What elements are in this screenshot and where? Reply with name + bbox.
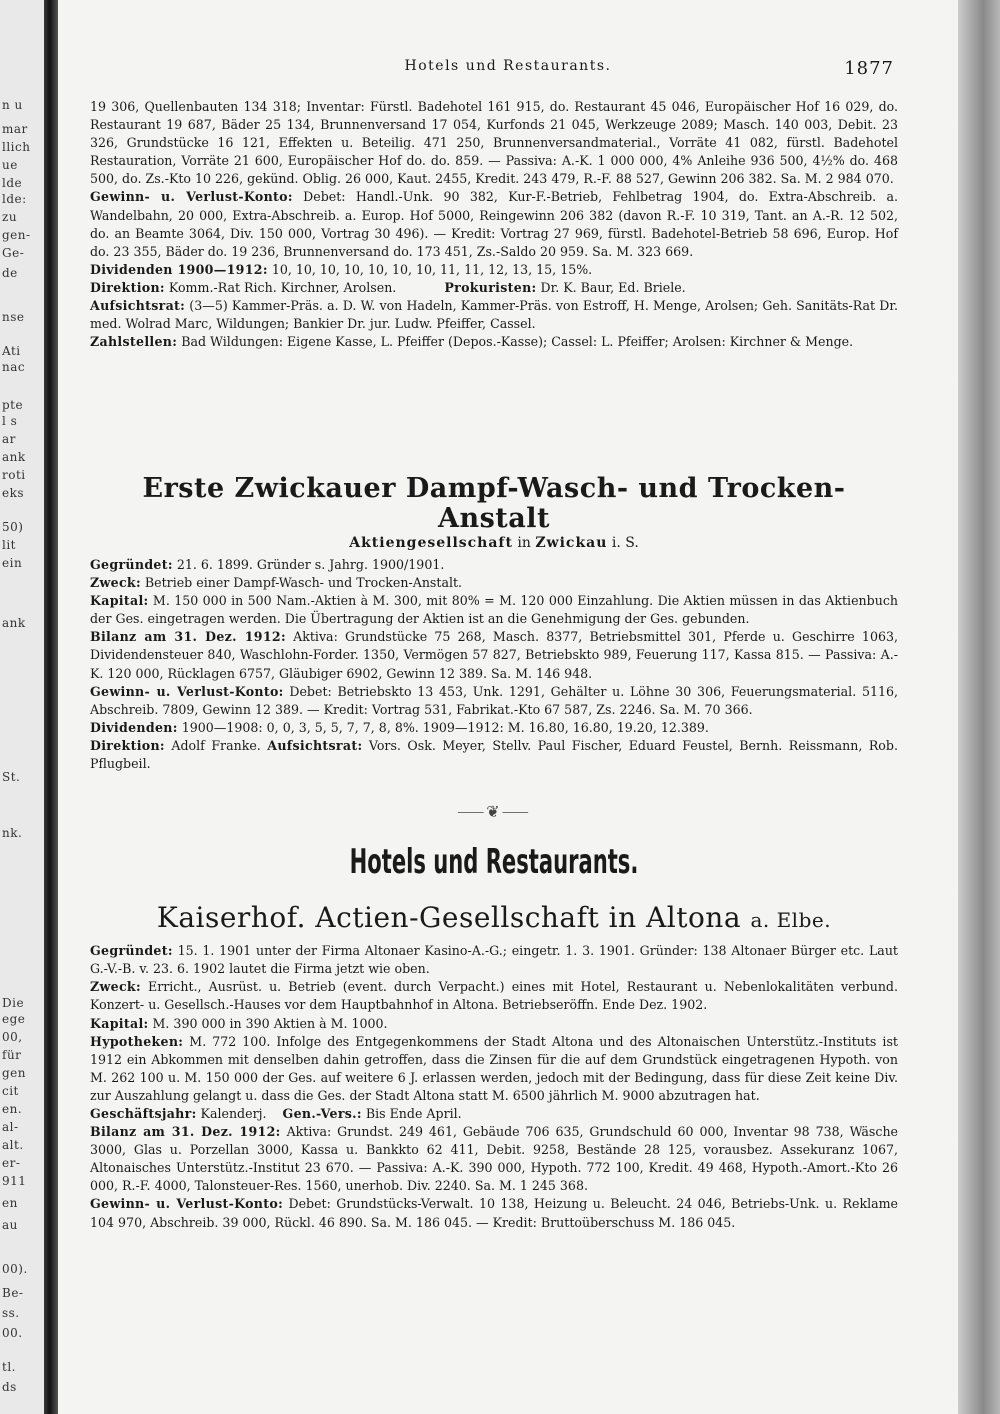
founded-paragraph [90,556,898,574]
label: Hypotheken: [90,1033,184,1049]
section-title: Hotels und Restaurants. [349,842,639,883]
left-page-fragment: ank [2,450,26,464]
supervisory-paragraph [90,297,898,333]
left-page-fragment: en. [2,1102,23,1116]
subtitle-bold: Aktiengesellschaft [349,535,513,551]
left-page-fragment: mar [2,122,28,136]
profit-loss-paragraph [90,683,898,719]
label: Gewinn- u. Verlust-Konto: [90,683,284,699]
label: Kapital: [90,1015,149,1031]
capital-paragraph [90,592,898,628]
left-page-fragment: für [2,1048,22,1062]
left-page-fragment: 00). [2,1262,28,1276]
text: 15. 1. 1901 unter der Firma Altonaer Kasino-A.-G.; eingetr. 1. 3. 1901. Gründer: 138 Altonaer Bürger etc. Laut G.-V.-B. v. 23. 6. 1902 lautet die Firma jetzt wie oben. [90,943,898,977]
left-page-fragment: ank [2,616,26,630]
text: Erricht., Ausrüst. u. Betrieb (event. durch Verpacht.) eines mit Hotel, Restaurant u. Nebenlokalitäten verbund. Konzert- u. Gesellsch.-Hauses vor dem Hauptbahnhof in Altona. Betriebseröffn. Ende Dez. 1902. [90,979,898,1013]
document-page [58,0,958,1414]
left-page-fragment: gen- [2,228,31,242]
left-page-fragment: 50) [2,520,24,534]
left-page-fragment: al- [2,1120,19,1134]
header-title: Hotels und Restaurants. [404,58,612,74]
label: Aufsichtsrat: [267,737,363,753]
dividends-paragraph [90,719,898,737]
label: Dividenden 1900—1912: [90,261,268,277]
left-page-fragment: nac [2,360,26,374]
board-paragraph [90,737,898,773]
subtitle-in: in [517,535,531,551]
prev-entry [90,98,898,351]
label: Bilanz am 31. Dez. 1912: [90,1124,281,1140]
left-page-fragment: au [2,1218,18,1232]
company-title [90,902,898,936]
text: Aktiva: Grundstücke 75 268, Masch. 8377, Betriebsmittel 301, Pferde u. Geschirre 1063, Dividendensteuer 840, Waschlohn-Forder. 1350, Vermögen 57 827, Betriebskto 989, Feuerung 117, Kassa 815. — Passiva: A.-K. 120 000, Rücklagen 6757, Gläubiger 6902, Gewinn 12 389. Sa. M. 146 948. [90,629,898,681]
left-page-fragment: 00. [2,1326,23,1340]
title-main: Kaiserhof. Actien-Gesellschaft in Altona [156,901,742,935]
left-page-fragment: nse [2,310,25,324]
text: Kalenderj. [200,1105,267,1121]
label: Prokuristen: [444,279,537,295]
text: (3—5) Kammer-Präs. a. D. W. von Hadeln, Kammer-Präs. von Estroff, H. Menge, Arolsen; Geh. Sanitäts-Rat Dr. med. Wolrad Marc, Wildungen; Bankier Dr. jur. Ludw. Pfeiffer, Cassel. [90,298,898,332]
ornament-divider: ⸺❦⸺ [457,802,531,822]
company-subtitle [90,534,898,552]
left-page-fragment: nk. [2,826,23,840]
zwickau-entry [90,474,898,1232]
text: Vors. Osk. Meyer, Stellv. Paul Fischer, Eduard Feustel, Bernh. Reissmann, Rob. Pflugbeil. [90,737,898,772]
left-page-fragment: n u [2,98,23,112]
left-page-fragment: tl. [2,1360,16,1374]
purpose-paragraph [90,978,898,1014]
label: Direktion: [90,737,165,753]
label: Bilanz am 31. Dez. 1912: [90,629,286,645]
purpose-paragraph [90,574,898,592]
left-page-fragment: ein [2,556,23,570]
label: Zweck: [90,575,141,591]
label: Gewinn- u. Verlust-Konto: [90,1196,284,1212]
label: Gegründet: [90,943,173,959]
profit-loss-paragraph [90,188,898,260]
text: 1900—1908: 0, 0, 3, 5, 5, 7, 7, 8, 8%. 1909—1912: M. 16.80, 16.80, 19.20, 12.389. [181,719,709,735]
capital-paragraph [90,1015,898,1033]
left-page-fragment: roti [2,468,26,482]
left-page-fragment: ss. [2,1306,20,1320]
label: Geschäftsjahr: [90,1105,197,1121]
label: Gegründet: [90,557,173,572]
left-page-fragment: Ati [2,344,21,358]
left-page-fragment: Die [2,996,25,1010]
left-page-fragment: ar [2,432,16,446]
text: 21. 6. 1899. Gründer s. Jahrg. 1900/1901. [176,557,445,572]
mortgages-paragraph [90,1033,898,1105]
book-gutter [44,0,58,1414]
board-paragraph [90,279,898,297]
dividends-paragraph [90,261,898,279]
text: Adolf Franke. [171,737,261,753]
left-page-fragment: er- [2,1156,21,1170]
left-page-fragment: lit [2,538,16,552]
company-title: Erste Zwickauer Dampf-Wasch- und Trocken-Anstalt [142,473,846,534]
title-suffix: a. Elbe. [750,908,832,933]
label: Direktion: [90,279,165,295]
left-page-fragment: gen [2,1066,27,1080]
text: M. 772 100. Infolge des Entgegenkommens der Stadt Altona und des Altonaischen Unterstütz.-Instituts ist 1912 ein Abkommen mit denselben dahin getroffen, dass die Zinsen für die auf dem Grundstück eingetragenen Hypoth. von M. 262 100 u. M. 150 000 der Ges. auf weitere 6 J. erlassen werden, jedoch mit der Bedingung, dass für diese Zeit keine Div. zur Auszahlung gelangt u. dass die Ges. der Stadt Altona statt M. 6500 jährlich M. 9000 abzutragen hat. [90,1033,898,1103]
text: 10, 10, 10, 10, 10, 10, 10, 11, 11, 12, 13, 15, 15%. [271,261,593,277]
left-page-fragment: ege [2,1012,26,1026]
subtitle-suffix: i. S. [611,535,639,551]
left-page-fragment: cit [2,1084,19,1098]
left-page-fragment: ds [2,1380,17,1394]
fiscal-year-paragraph [90,1105,898,1123]
label: Kapital: [90,593,149,609]
left-page-fragment: lde: [2,192,27,206]
text: Debet: Grundstücks-Verwalt. 10 138, Heizung u. Beleucht. 24 046, Betriebs-Unk. u. Reklame 104 970, Abschreib. 39 000, Rückl. 46 890. Sa. M. 186 045. — Kredit: Bruttoüberschuss M. 186 045. [90,1196,899,1230]
left-page-fragment: pte [2,398,24,412]
subtitle-city: Zwickau [535,535,608,551]
label: Zweck: [90,979,141,995]
left-page-fragment: 00, [2,1030,23,1044]
text: Betrieb einer Dampf-Wasch- und Trocken-Anstalt. [144,575,463,591]
text: Bad Wildungen: Eigene Kasse, L. Pfeiffer (Depos.-Kasse); Cassel: L. Pfeiffer; Arolsen: Kirchner & Menge. [181,334,854,350]
balance-paragraph [90,1123,898,1195]
label: Dividenden: [90,719,178,735]
left-page-edge [0,0,44,1414]
balance-paragraph [90,628,898,682]
left-page-fragment: de [2,266,18,280]
label: Zahlstellen: [90,334,178,350]
page-number: 1877 [844,58,894,79]
left-page-fragment: ue [2,158,18,172]
left-page-fragment: zu [2,210,18,224]
balance-continued: 19 306, Quellenbauten 134 318; Inventar: Fürstl. Badehotel 161 915, do. Restaurant 45 046, Europäischer Hof 16 029, do. Restaurant 19 687, Bäder 25 134, Brunnenversand 17 054, Kurfonds 21 045, Werkzeuge 2089; Masch. 140 003, Debit. 23 326, Grundstücke 16 121, Effekten u. Beteilig. 471 250, Brunnenversandmaterial., Vorräte 41 082, fürstl. Badehotel Restauration, Vorräte 21 600, Europäischer Hof do. do. 859. — Passiva: A.-K. 1 000 000, 4% Anleihe 936 500, 4½% do. 468 500, do. Zs.-Kto 10 226, gekünd. Oblig. 26 000, Kaut. 2455, Kredit. 243 479, R.-F. 88 527, Gewinn 206 382. Sa. M. 2 984 070. [90,99,898,187]
left-page-fragment: Ge- [2,246,25,260]
profit-loss-paragraph [90,1195,898,1231]
label: Gen.-Vers.: [282,1105,362,1121]
text: Aktiva: Grundst. 249 461, Gebäude 706 635, Grundschuld 60 000, Inventar 98 738, Wäsche 3000, Glas u. Porzellan 3000, Kassa u. Bankkto 62 411, Debit. 9258, Bestände 28 125, vorausbez. Assekuranz 1067, Altonaisches Unterstütz.-Institut 23 670. — Passiva: A.-K. 390 000, Hypoth. 772 100, Kredit. 49 468, Hypoth.-Amort.-Kto 26 000, R.-F. 4000, Talonsteuer-Res. 1560, unerhob. Div. 2240. Sa. M. 1 245 368. [90,1124,899,1194]
left-page-fragment: llich [2,140,31,154]
label: Aufsichtsrat: [90,298,186,314]
paying-agents-paragraph [90,333,898,351]
text: Debet: Betriebskto 13 453, Unk. 1291, Gehälter u. Löhne 30 306, Feuerungsmaterial. 5116, Abschreib. 7809, Gewinn 12 389. — Kredit: Vortrag 531, Fabrikat.-Kto 67 587, Zs. 2246. Sa. M. 70 366. [90,683,898,717]
left-page-fragment: l s [2,414,18,428]
founded-paragraph [90,942,898,978]
left-page-fragment: alt. [2,1138,24,1152]
text: Komm.-Rat Rich. Kirchner, Arolsen. [168,279,397,295]
left-page-fragment: 911 [2,1174,27,1188]
left-page-fragment: lde [2,176,23,190]
left-page-fragment: Be- [2,1286,24,1300]
left-page-fragment: en [2,1196,18,1210]
text: M. 150 000 in 500 Nam.-Aktien à M. 300, mit 80% = M. 120 000 Einzahlung. Die Aktien müssen in das Aktienbuch der Ges. eingetragen werden. Die Übertragung der Aktien ist an die Genehmigung der Ges. gebunden. [90,593,898,627]
text: M. 390 000 in 390 Aktien à M. 1000. [152,1015,388,1031]
left-page-fragment: St. [2,770,21,784]
label: Gewinn- u. Verlust-Konto: [90,189,293,205]
running-header [58,58,958,80]
text: Bis Ende April. [365,1105,462,1121]
right-page-edge [958,0,1000,1414]
left-page-fragment: eks [2,486,25,500]
text: Dr. K. Baur, Ed. Briele. [540,279,686,295]
text: Debet: Handl.-Unk. 90 382, Kur-F.-Betrieb, Fehlbetrag 1904, do. Extra-Abschreib. a. Wandelbahn, 20 000, Extra-Abschreib. a. Europ. Hof 5000, Reingewinn 206 382 (davon R.-F. 10 319, Tant. an A.-R. 12 502, do. an Beamte 3064, Div. 150 000, Vortrag 30 496). — Kredit: Vortrag 27 969, fürstl. Badehotel-Betrieb 58 696, Europ. Hof do. 23 355, Bäder do. 19 236, Brunnenversand do. 173 451, Zs.-Saldo 20 959. Sa. M. 323 669. [90,189,898,259]
